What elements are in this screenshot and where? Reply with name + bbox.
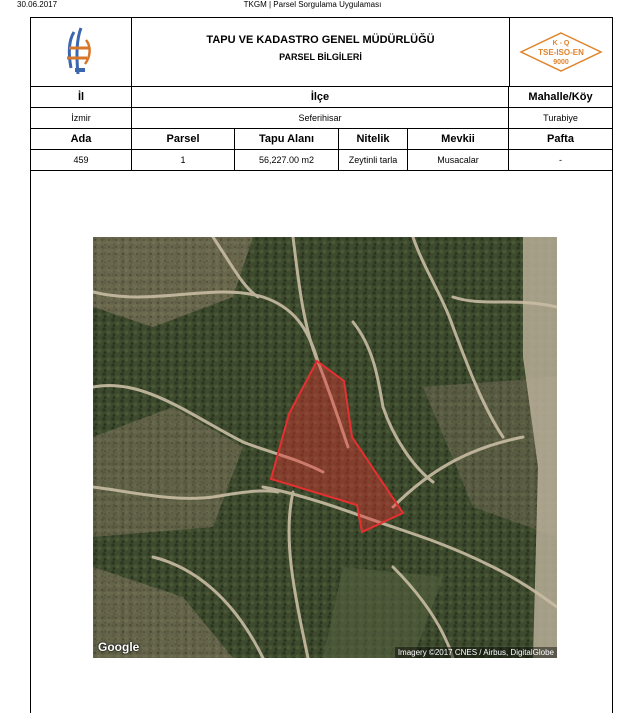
value-nitelik: Zeytinli tarla xyxy=(339,150,408,170)
document-header xyxy=(31,18,612,87)
google-logo: Google xyxy=(98,640,140,654)
value-mahalle: Turabiye xyxy=(543,113,578,123)
print-date: 30.06.2017 xyxy=(17,0,58,9)
value-parsel: 1 xyxy=(132,150,235,170)
header-mevkii: Mevkii xyxy=(408,129,509,149)
value-il: İzmir xyxy=(31,108,132,128)
value-ada: 459 xyxy=(31,150,132,170)
header-titles xyxy=(132,18,509,86)
tse-iso-badge xyxy=(509,18,612,86)
location-value-row xyxy=(31,108,612,129)
value-tapu-alani: 56,227.00 m2 xyxy=(235,150,339,170)
badge-middle-text: TSE-ISO-EN xyxy=(538,48,584,57)
value-pafta: - xyxy=(559,155,562,165)
value-ilce: Seferihisar xyxy=(132,108,509,128)
header-tapu-alani: Tapu Alanı xyxy=(235,129,339,149)
badge-bottom-text: 9000 xyxy=(553,59,569,66)
header-ilce: İlçe xyxy=(132,87,509,107)
header-pafta: Pafta xyxy=(547,133,574,145)
print-title: TKGM | Parsel Sorgulama Uygulaması xyxy=(243,0,382,9)
satellite-map[interactable] xyxy=(93,237,557,658)
value-mevkii: Musacalar xyxy=(408,150,509,170)
header-ada: Ada xyxy=(31,129,132,149)
parcel-info-document xyxy=(30,17,613,713)
badge-top-text: K - Q xyxy=(552,40,570,47)
tkgm-logo-icon xyxy=(31,18,132,86)
print-header xyxy=(0,0,625,10)
parcel-value-row xyxy=(31,150,612,171)
header-nitelik: Nitelik xyxy=(339,129,408,149)
header-il: İl xyxy=(31,87,132,107)
document-subtitle: PARSEL BİLGİLERİ xyxy=(279,52,362,62)
header-parsel: Parsel xyxy=(132,129,235,149)
location-header-row xyxy=(31,87,612,108)
organization-title: TAPU VE KADASTRO GENEL MÜDÜRLÜĞÜ xyxy=(206,34,435,46)
map-attribution: Imagery ©2017 CNES / Airbus, DigitalGlobe xyxy=(395,647,557,658)
header-mahalle: Mahalle/Köy xyxy=(528,91,593,103)
parcel-header-row xyxy=(31,129,612,150)
